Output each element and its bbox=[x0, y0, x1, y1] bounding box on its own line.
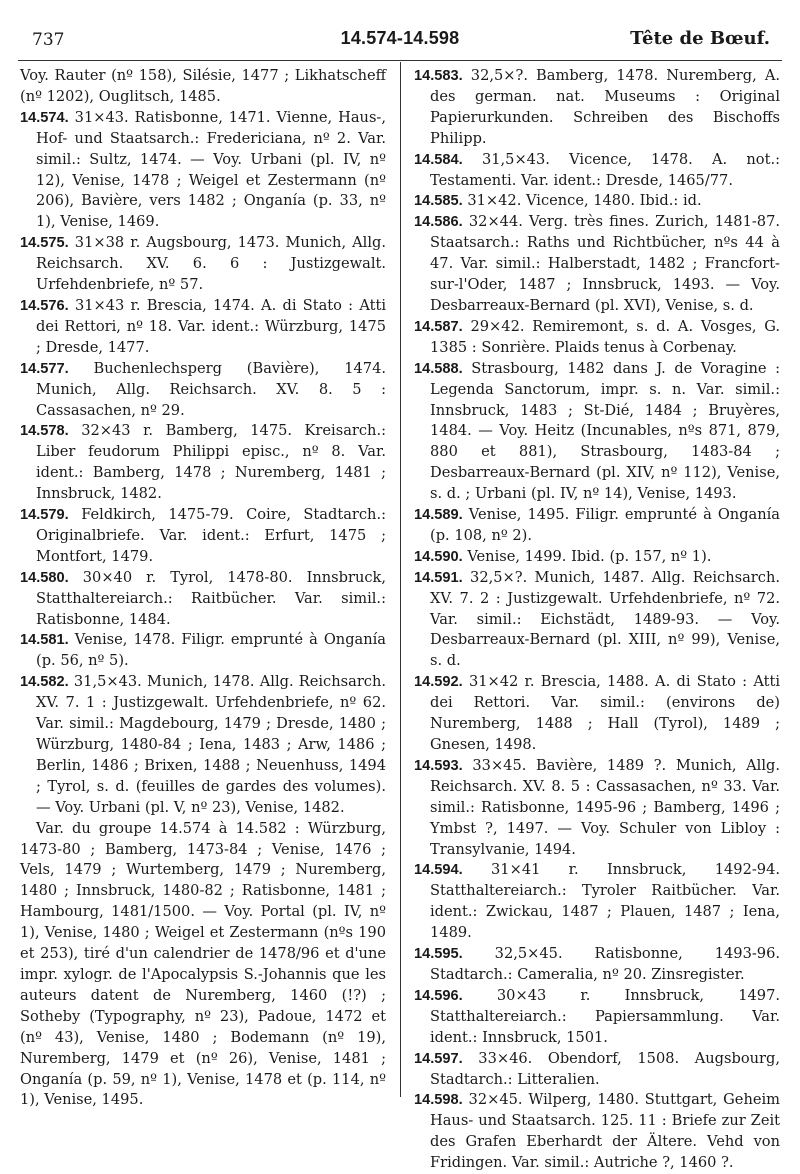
entry-text: 31×42 r. Brescia, 1488. A. di Stato : Atti dei Rettori. Var. simil.: (environs de) Nuremberg, 1488 ; Hall (Tyrol), 1489 ; Gnesen, 1498. bbox=[430, 673, 781, 753]
entry-number: 14.574. bbox=[20, 109, 69, 126]
entry-text: 31×38 r. Augsbourg, 1473. Munich, Allg. Reichsarch. XV. 6. 6 : Justizgewalt. Urfehdenbriefe, nº 57. bbox=[36, 234, 386, 294]
entry-number: 14.596. bbox=[414, 987, 463, 1004]
entry-number: 14.593. bbox=[414, 757, 463, 774]
catalog-entry bbox=[20, 359, 386, 422]
catalog-entry bbox=[414, 1090, 780, 1174]
catalog-entry bbox=[414, 756, 780, 861]
entry-text: 32,5×45. Ratisbonne, 1493-96. Stadtarch.: Cameralia, nº 20. Zinsregister. bbox=[430, 945, 780, 983]
header-rule bbox=[18, 60, 782, 61]
entry-text: Strasbourg, 1482 dans J. de Voragine : Legenda Sanctorum, impr. s. n. Var. simil.: Innsbruck, 1483 ; St-Dié, 1484 ; Bruyères, 1484. — Voy. Heitz (Incunables, nºs 871, 879, 880 et 881), Strasbourg, 1483-84 ; Desbarreaux-Bernard (pl. XIV, nº 112), Venise, s. d. ; Urbani (pl. IV, nº 14), Venise, 1493. bbox=[430, 359, 780, 503]
catalog-entry bbox=[414, 359, 780, 505]
entry-number: 14.595. bbox=[414, 946, 463, 963]
entry-number: 14.577. bbox=[20, 360, 69, 377]
entry-text: 32×45. Wilperg, 1480. Stuttgart, Geheim Haus- und Staatsarch. 125. 11 : Briefe zur Zeit des Grafen Eberhardt der Ältere. Vehd von Fridingen. Var. simil.: Autriche ?, 1460 ?. bbox=[430, 1091, 780, 1172]
catalog-entry bbox=[414, 212, 780, 317]
catalog-entry bbox=[414, 505, 780, 547]
entry-number: 14.585. bbox=[414, 193, 463, 210]
catalog-entry bbox=[20, 233, 386, 296]
catalog-entry bbox=[414, 547, 780, 568]
catalog-entry bbox=[20, 505, 386, 568]
entry-number: 14.584. bbox=[414, 151, 463, 168]
entry-text: 30×43 r. Innsbruck, 1497. Statthaltereiarch.: Papiersammlung. Var. ident.: Innsbruck, 1501. bbox=[430, 986, 781, 1046]
entry-text: Voy. Rauter (nº 158), Silésie, 1477 ; Likhatscheff (nº 1202), Ouglitsch, 1485. bbox=[20, 67, 386, 105]
entry-text: Venise, 1495. Filigr. emprunté à Onganía (p. 108, nº 2). bbox=[430, 506, 781, 544]
catalog-entry bbox=[414, 191, 780, 212]
catalog-entry bbox=[20, 108, 386, 233]
entry-text: 33×46. Obendorf, 1508. Augsbourg, Stadtarch.: Litteralien. bbox=[430, 1049, 780, 1088]
catalog-entry bbox=[20, 568, 386, 631]
entry-text: 31×42. Vicence, 1480. Ibid.: id. bbox=[467, 192, 702, 210]
column-divider bbox=[400, 62, 401, 1097]
entry-text: 32×44. Verg. très fines. Zurich, 1481-87. Staatsarch.: Raths und Richtbücher, nºs 44 à 47. Var. simil.: Halberstadt, 1482 ; Francfort-sur-l'Oder, 1487 ; Innsbruck, 1493. — Voy. Desbarreaux-Bernard (pl. XVI), Venise, s. d. bbox=[430, 213, 780, 314]
entry-number: 14.576. bbox=[20, 297, 69, 314]
running-title: Tête de Bœuf. bbox=[630, 28, 770, 49]
entry-text: 31,5×43. Munich, 1478. Allg. Reichsarch. XV. 7. 1 : Justizgewalt. Urfehdenbriefe, nº 62. Var. simil.: Magdebourg, 1479 ; Dresde, 1480 ; Würzburg, 1480-84 ; Iena, 1483 ; Arw, 1486 ; Berlin, 1486 ; Brixen, 1488 ; Neuenhuss, 1494 ; Tyrol, s. d. (feuilles de gardes des volumes). — Voy. Urbani (pl. V, nº 23), Venise, 1482. bbox=[36, 673, 387, 816]
entry-text: 30×40 r. Tyrol, 1478-80. Innsbruck, Statthaltereiarch.: Raitbücher. Var. simil.: Ratisbonne, 1484. bbox=[36, 568, 387, 628]
left-column bbox=[20, 66, 386, 1111]
entry-number: 14.588. bbox=[414, 360, 463, 377]
right-column bbox=[414, 66, 780, 1174]
entry-text: 31×43 r. Brescia, 1474. A. di Stato : Atti dei Rettori, nº 18. Var. ident.: Würzburg, 1475 ; Dresde, 1477. bbox=[36, 296, 387, 356]
catalog-entry bbox=[20, 296, 386, 359]
entry-number: 14.582. bbox=[20, 674, 69, 691]
entry-number: 14.594. bbox=[414, 862, 463, 879]
entry-text: 32,5×?. Munich, 1487. Allg. Reichsarch. XV. 7. 2 : Justizgewalt. Urfehdenbriefe, nº 72. Var. simil.: Eichstädt, 1489-93. — Voy. Desbarreaux-Bernard (pl. XIII, nº 99), Venise, s. d. bbox=[430, 568, 780, 670]
entry-text: 31×43. Ratisbonne, 1471. Vienne, Haus-, Hof- und Staatsarch.: Fredericiana, nº 2. Var. simil.: Sultz, 1474. — Voy. Urbani (pl. IV, nº 12), Venise, 1478 ; Weigel et Zestermann (nº 206), Bavière, vers 1482 ; Onganía (p. 33, nº 1), Venise, 1469. bbox=[36, 108, 387, 231]
catalog-entry bbox=[414, 568, 780, 673]
catalog-entry bbox=[414, 1049, 780, 1091]
catalog-entry bbox=[414, 986, 780, 1049]
entry-number: 14.580. bbox=[20, 569, 69, 586]
entry-number: 14.579. bbox=[20, 507, 69, 524]
catalog-entry bbox=[20, 421, 386, 505]
catalog-entry bbox=[414, 944, 780, 986]
entry-text: 31,5×43. Vicence, 1478. A. not.: Testamenti. Var. ident.: Dresde, 1465/77. bbox=[430, 150, 780, 189]
entry-range: 14.574-14.598 bbox=[340, 28, 460, 48]
entry-number: 14.578. bbox=[20, 423, 69, 440]
page-header bbox=[18, 26, 782, 56]
entry-text: 33×45. Bavière, 1489 ?. Munich, Allg. Reichsarch. XV. 8. 5 : Cassasachen, nº 33. Var. simil.: Ratisbonne, 1495-96 ; Bamberg, 1496 ; Ymbst ?, 1497. — Voy. Schuler von Libloy : Transylvanie, 1494. bbox=[430, 756, 780, 858]
catalog-entry bbox=[414, 672, 780, 756]
entry-number: 14.592. bbox=[414, 674, 463, 691]
entry-number: 14.575. bbox=[20, 235, 69, 252]
entry-number: 14.583. bbox=[414, 68, 463, 84]
entry-number: 14.589. bbox=[414, 507, 463, 524]
continuation-paragraph bbox=[20, 66, 386, 108]
entry-number: 14.581. bbox=[20, 632, 69, 649]
entry-text: 32×43 r. Bamberg, 1475. Kreisarch.: Liber feudorum Philippi episc., nº 8. Var. ident.: Bamberg, 1478 ; Nuremberg, 1481 ; Innsbruck, 1482. bbox=[36, 422, 387, 503]
catalog-entry bbox=[20, 630, 386, 672]
catalog-entry bbox=[414, 66, 780, 150]
entry-number: 14.590. bbox=[414, 548, 463, 565]
entry-text: Var. du groupe 14.574 à 14.582 : Würzburg, 1473-80 ; Bamberg, 1473-84 ; Venise, 1476 ; Vels, 1479 ; Wurtemberg, 1479 ; Nuremberg, 1480 ; Innsbruck, 1480-82 ; Ratisbonne, 1481 ; Hambourg, 1481/1500. — Voy. Portal (pl. IV, nº 1), Venise, 1480 ; Weigel et Zestermann (nºs 190 et 253), tiré d'un calendrier de 1478/96 et d'une impr. xylogr. de l'Apocalypsis S.-Johannis que les auteurs datent de Nuremberg, 1460 (!?) ; Sotheby (Typography, nº 23), Padoue, 1472 et (nº 43), Venise, 1480 ; Bodemann (nº 19), Nuremberg, 1479 et (nº 26), Venise, 1481 ; Onganía (p. 59, nº 1), Venise, 1478 et (p. 114, nº 1), Venise, 1495. bbox=[20, 819, 386, 1109]
entry-text: 29×42. Remiremont, s. d. A. Vosges, G. 1385 : Sonrière. Plaids tenus à Corbenay. bbox=[430, 317, 781, 356]
entry-number: 14.586. bbox=[414, 214, 463, 231]
entry-number: 14.597. bbox=[414, 1050, 463, 1067]
entry-text: Venise, 1499. Ibid. (p. 157, nº 1). bbox=[467, 547, 712, 565]
page-number: 737 bbox=[32, 30, 65, 50]
catalog-entry bbox=[414, 860, 780, 944]
entry-number: 14.587. bbox=[414, 318, 463, 335]
entry-text: Buchenlechsperg (Bavière), 1474. Munich, Allg. Reichsarch. XV. 8. 5 : Cassasachen, nº 29. bbox=[36, 359, 386, 419]
entry-number: 14.591. bbox=[414, 569, 463, 586]
entry-text: 31×41 r. Innsbruck, 1492-94. Statthaltereiarch.: Tyroler Raitbücher. Var. ident.: Zwickau, 1487 ; Plauen, 1487 ; Iena, 1489. bbox=[430, 861, 780, 942]
entry-text: 32,5×?. Bamberg, 1478. Nuremberg, A. des german. nat. Museums : Original Papierurkunden. Schreiben des Bischoffs Philipp. bbox=[430, 67, 781, 147]
catalog-entry bbox=[414, 317, 780, 359]
entry-text: Venise, 1478. Filigr. emprunté à Onganía (p. 56, nº 5). bbox=[36, 631, 387, 670]
continuation-paragraph bbox=[20, 819, 386, 1112]
entry-number: 14.598. bbox=[414, 1092, 463, 1109]
catalog-entry bbox=[414, 150, 780, 192]
catalog-entry bbox=[20, 672, 386, 818]
entry-text: Feldkirch, 1475-79. Coire, Stadtarch.: Originalbriefe. Var. ident.: Erfurt, 1475 ; Montfort, 1479. bbox=[36, 506, 386, 565]
